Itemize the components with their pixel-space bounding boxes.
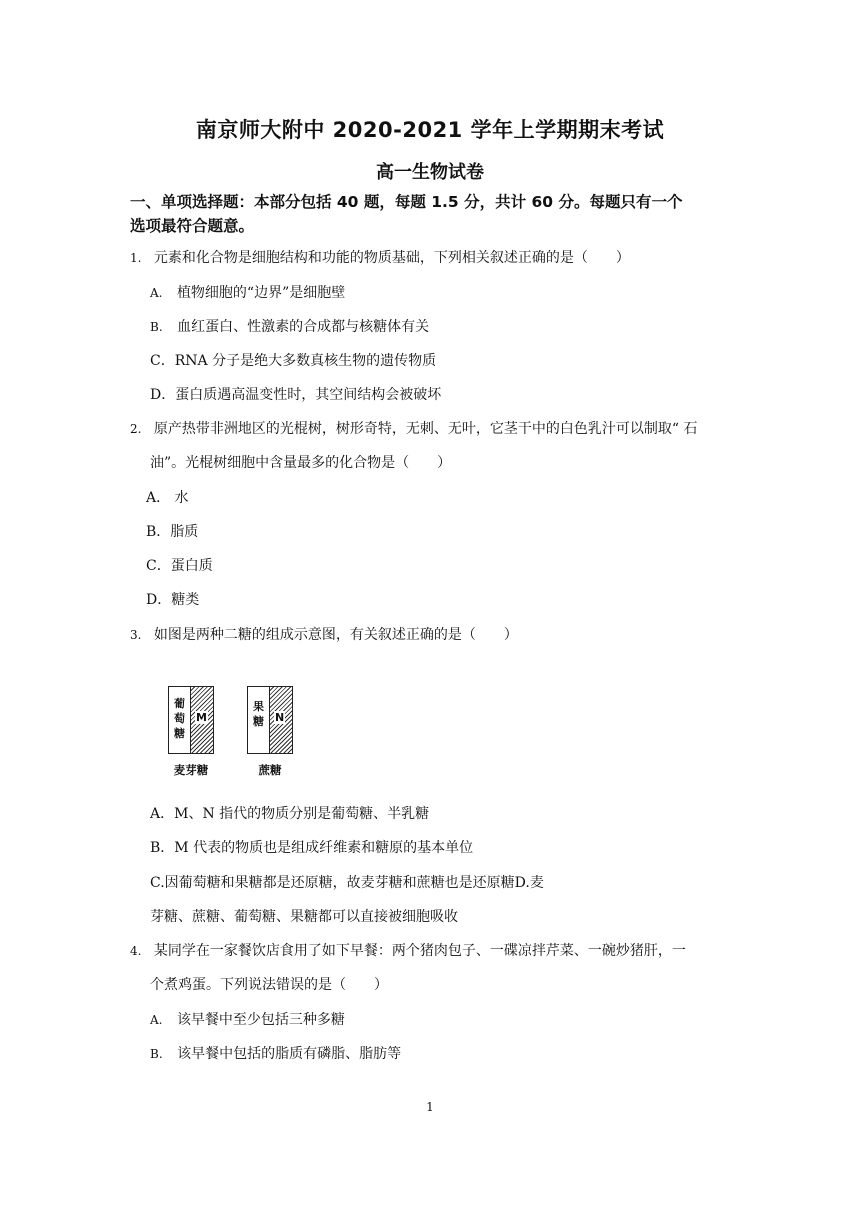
q2-option-b: B．脂质 [146, 524, 199, 540]
q4-stem-line2: 个煮鸡蛋。下列说法错误的是（ ） [150, 977, 388, 993]
q4-option-b-text: 该早餐中包括的脂质有磷脂、脂肪等 [177, 1046, 402, 1062]
sucrose-hatched-part [270, 687, 292, 753]
sucrose-box [247, 686, 293, 754]
q1-option-a-letter: A. [150, 286, 163, 300]
q1-stem: 元素和化合物是细胞结构和功能的物质基础，下列相关叙述正确的是（ ） [153, 250, 630, 266]
label-m: M [196, 711, 207, 724]
q1-option-d: D．蛋白质遇高温变性时，其空间结构会被破坏 [150, 387, 442, 403]
q3-option-c: C.因葡萄糖和果糖都是还原糖，故麦芽糖和蔗糖也是还原糖D.麦 [150, 875, 544, 891]
q2-option-d: D．糖类 [146, 592, 200, 608]
q3-option-b: B．M 代表的物质也是组成纤维素和糖原的基本单位 [150, 840, 474, 856]
glucose-label: 葡 萄 糖 [169, 687, 191, 753]
q2-option-a: A． 水 [146, 490, 189, 506]
q1-option-a [150, 282, 345, 302]
maltose-hatched-part [191, 687, 213, 753]
q2-stem-part1: 原产热带非洲地区的光棍树，树形奇特，无刺、无叶，它茎干中的白色乳汁可以制取“ 石 [153, 421, 698, 437]
q3-option-a: A．M、N 指代的物质分别是葡萄糖、半乳糖 [150, 806, 430, 822]
q2-stem-line1 [130, 418, 698, 438]
q1-option-b-text: 血红蛋白、性激素的合成都与核糖体有关 [177, 319, 430, 335]
q2-stem-line2: 油”。光棍树细胞中含量最多的化合物是（ ） [150, 455, 452, 471]
q4-number: 4. [130, 944, 142, 958]
maltose-caption: 麦芽糖 [173, 763, 209, 777]
q4-stem-line1 [130, 940, 686, 960]
q2-option-c: C．蛋白质 [146, 558, 213, 574]
exam-title: 南京师大附中 2020-2021 学年上学期期末考试 [195, 118, 665, 142]
q4-option-b-letter: B. [150, 1047, 163, 1061]
q3-stem-line [130, 624, 518, 644]
q4-stem-part1: 某同学在一家餐饮店食用了如下早餐：两个猪肉包子、一碟凉拌芹菜、一碗炒猪肝，一 [153, 943, 686, 959]
q1-option-b [150, 316, 429, 336]
page-number: 1 [426, 1100, 434, 1114]
q2-number: 2. [130, 422, 142, 436]
sucrose-caption: 蔗糖 [258, 763, 282, 777]
q1-option-a-text: 植物细胞的“边界”是细胞壁 [176, 285, 346, 301]
fructose-label: 果 糖 [248, 687, 270, 753]
q4-option-b [150, 1043, 401, 1063]
q1-number: 1. [130, 251, 142, 265]
q3-number: 3. [130, 628, 142, 642]
q1-option-b-letter: B. [150, 320, 163, 334]
section-heading-line1: 一、单项选择题：本部分包括 40 题，每题 1.5 分，共计 60 分。每题只有一个 [130, 193, 683, 211]
exam-subtitle: 高一生物试卷 [376, 162, 484, 183]
section-heading-line2: 选项最符合题意。 [130, 217, 255, 235]
q1-option-c: C．RNA 分子是绝大多数真核生物的遗传物质 [150, 353, 437, 369]
q4-option-a-letter: A. [150, 1013, 163, 1027]
label-n: N [275, 711, 285, 724]
maltose-box [168, 686, 214, 754]
q4-option-a [150, 1009, 345, 1029]
disaccharide-diagram [168, 686, 308, 780]
q4-option-a-text: 该早餐中至少包括三种多糖 [176, 1012, 345, 1028]
q3-stem: 如图是两种二糖的组成示意图，有关叙述正确的是（ ） [153, 627, 518, 643]
q1-stem-line [130, 247, 630, 267]
q3-option-d: 芽糖、蔗糖、葡萄糖、果糖都可以直接被细胞吸收 [150, 909, 458, 925]
